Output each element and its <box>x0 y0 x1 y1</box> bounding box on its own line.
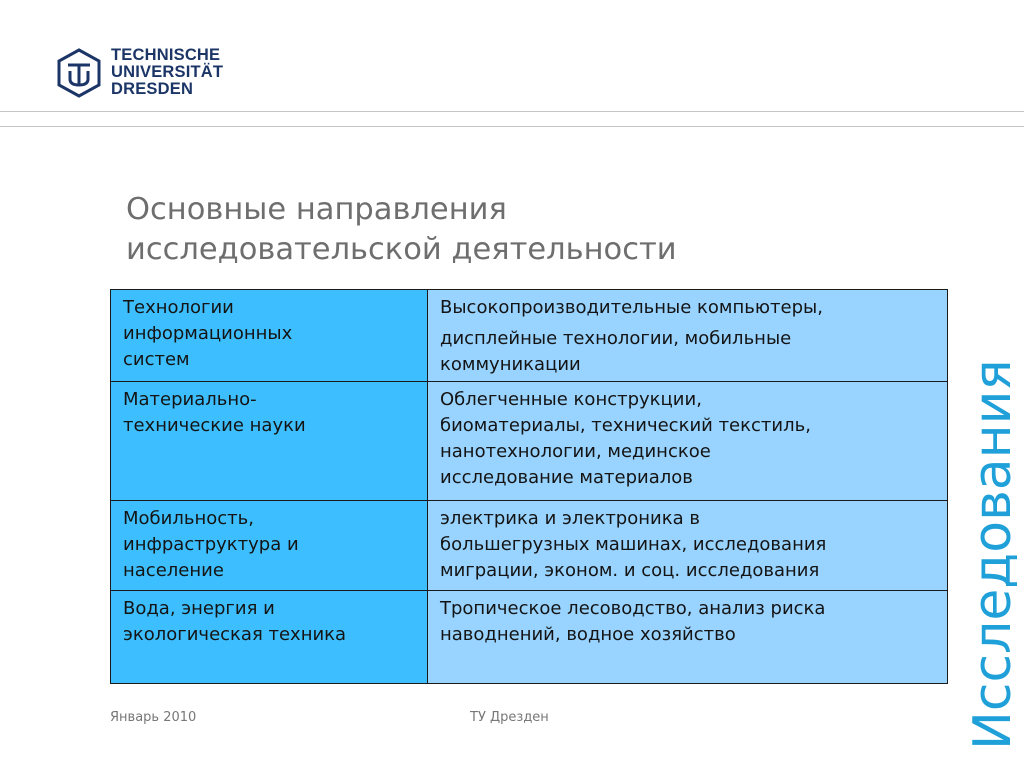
research-area-cell <box>111 591 428 684</box>
header-divider <box>0 126 1024 127</box>
cell-text: экологическая техника <box>123 624 347 645</box>
research-topics-cell <box>428 501 948 591</box>
slide-title <box>126 190 826 270</box>
cell-text: большегрузных машинах, исследования <box>440 534 827 555</box>
cell-text: Тропическое лесоводство, анализ риска <box>440 598 826 619</box>
cell-text: Облегченные конструкции, <box>440 389 702 410</box>
tu-dresden-logo <box>56 46 236 102</box>
table-row <box>111 382 948 501</box>
cell-text: исследование материалов <box>440 467 693 488</box>
tu-dresden-emblem-icon <box>56 48 102 98</box>
footer-organization: ТУ Дрезден <box>470 710 549 725</box>
cell-text: информационных <box>123 323 293 344</box>
cell-text: коммуникации <box>440 354 581 375</box>
cell-text: Высокопроизводительные компьютеры, <box>440 297 823 318</box>
table-row <box>111 290 948 382</box>
logo-line: DRESDEN <box>111 80 194 98</box>
section-side-label: Исследования <box>963 359 1023 750</box>
cell-text: дисплейные технологии, мобильные <box>440 328 792 349</box>
cell-text: нанотехнологии, мединское <box>440 441 711 462</box>
cell-text: Вода, энергия и <box>123 598 275 619</box>
cell-text: инфраструктура и <box>123 534 299 555</box>
cell-text: Материально- <box>123 389 257 410</box>
logo-wordmark <box>111 47 223 98</box>
slide-title-line: исследовательской деятельности <box>126 232 677 267</box>
slide-title-line: Основные направления <box>126 192 507 227</box>
cell-text: биоматериалы, технический текстиль, <box>440 415 811 436</box>
logo-line: TECHNISCHE <box>111 46 221 64</box>
research-topics-cell <box>428 290 948 382</box>
table-row <box>111 501 948 591</box>
header-divider <box>0 111 1024 112</box>
table-row <box>111 591 948 684</box>
logo-line: UNIVERSITÄT <box>111 63 224 81</box>
research-topics-cell <box>428 591 948 684</box>
research-areas-table <box>110 289 948 684</box>
research-area-cell <box>111 501 428 591</box>
cell-text: миграции, эконом. и соц. исследования <box>440 560 820 581</box>
cell-text: Мобильность, <box>123 508 254 529</box>
cell-text: наводнений, водное хозяйство <box>440 624 736 645</box>
cell-text: технические науки <box>123 415 306 436</box>
cell-text: население <box>123 560 224 581</box>
cell-text: Технологии <box>123 297 234 318</box>
footer-date: Январь 2010 <box>110 710 197 725</box>
cell-text: систем <box>123 349 190 370</box>
research-area-cell <box>111 382 428 501</box>
cell-text: электрика и электроника в <box>440 508 700 529</box>
research-topics-cell <box>428 382 948 501</box>
research-area-cell <box>111 290 428 382</box>
